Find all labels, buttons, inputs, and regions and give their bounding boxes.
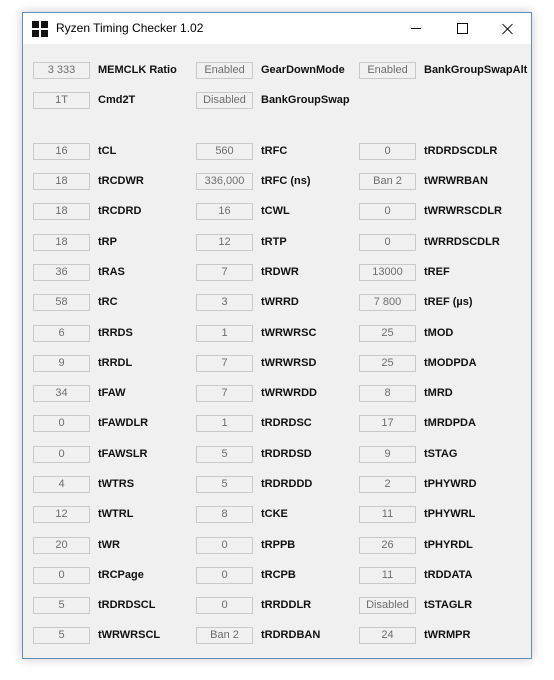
field-label: tRDWR xyxy=(261,266,299,278)
field-label: tSTAGLR xyxy=(424,599,473,611)
field-label: tFAWSLR xyxy=(98,448,148,460)
field-label: tREF (µs) xyxy=(424,296,473,308)
field-label: tRRDS xyxy=(98,327,133,339)
field-label: tFAW xyxy=(98,387,126,399)
field-label: Cmd2T xyxy=(98,94,136,106)
value-box[interactable]: 1 xyxy=(196,325,253,342)
field-label: tRCPB xyxy=(261,569,296,581)
field-label: tWRWRSCL xyxy=(98,629,161,641)
value-box[interactable]: 0 xyxy=(196,537,253,554)
value-box[interactable]: 0 xyxy=(196,597,253,614)
field-label: tCWL xyxy=(261,205,290,217)
value-box[interactable]: 16 xyxy=(33,143,90,160)
field-label: tWTRS xyxy=(98,478,135,490)
value-box[interactable]: 17 xyxy=(359,415,416,432)
value-box[interactable]: 5 xyxy=(33,627,90,644)
field-label: MEMCLK Ratio xyxy=(98,64,177,76)
value-box[interactable]: 20 xyxy=(33,537,90,554)
maximize-icon xyxy=(457,23,468,34)
field-label: tWRWRDD xyxy=(261,387,318,399)
value-box[interactable]: 7 800 xyxy=(359,294,416,311)
field-label: tWRWRBAN xyxy=(424,175,488,187)
field-label: tWRMPR xyxy=(424,629,471,641)
field-label: tWRWRSD xyxy=(261,357,317,369)
field-label: tCKE xyxy=(261,508,288,520)
minimize-button[interactable] xyxy=(393,13,439,44)
app-window xyxy=(22,12,532,659)
value-box[interactable]: 7 xyxy=(196,385,253,402)
value-box[interactable]: 16 xyxy=(196,203,253,220)
value-box[interactable]: 12 xyxy=(33,506,90,523)
value-box[interactable]: Disabled xyxy=(359,597,416,614)
field-label: GearDownMode xyxy=(261,64,345,76)
field-label: tRDRDBAN xyxy=(261,629,321,641)
value-box[interactable]: 8 xyxy=(196,506,253,523)
timings-panel xyxy=(23,44,531,658)
value-box[interactable]: 0 xyxy=(33,446,90,463)
field-label: tCL xyxy=(98,145,117,157)
value-box[interactable]: Enabled xyxy=(359,62,416,79)
value-box[interactable]: 0 xyxy=(359,203,416,220)
value-box[interactable]: Disabled xyxy=(196,92,253,109)
field-label: tRC xyxy=(98,296,118,308)
value-box[interactable]: 6 xyxy=(33,325,90,342)
value-box[interactable]: 24 xyxy=(359,627,416,644)
field-label: tPHYWRD xyxy=(424,478,477,490)
field-label: tRFC (ns) xyxy=(261,175,311,187)
value-box[interactable]: 8 xyxy=(359,385,416,402)
field-label: tMRD xyxy=(424,387,453,399)
value-box[interactable]: 1T xyxy=(33,92,90,109)
close-icon xyxy=(502,23,514,35)
value-box[interactable]: 5 xyxy=(196,476,253,493)
window-title: Ryzen Timing Checker 1.02 xyxy=(56,21,204,35)
maximize-button[interactable] xyxy=(439,13,485,44)
field-label: tRAS xyxy=(98,266,125,278)
value-box[interactable]: 26 xyxy=(359,537,416,554)
field-label: tMODPDA xyxy=(424,357,477,369)
value-box[interactable]: 58 xyxy=(33,294,90,311)
field-label: tWRRDSCDLR xyxy=(424,236,500,248)
value-box[interactable]: 13000 xyxy=(359,264,416,281)
value-box[interactable]: 12 xyxy=(196,234,253,251)
value-box[interactable]: 18 xyxy=(33,173,90,190)
value-box[interactable]: 336,000 xyxy=(196,173,253,190)
field-label: tMOD xyxy=(424,327,454,339)
value-box[interactable]: 7 xyxy=(196,264,253,281)
value-box[interactable]: Ban 2 xyxy=(359,173,416,190)
minimize-icon xyxy=(411,28,421,29)
field-label: tREF xyxy=(424,266,450,278)
value-box[interactable]: 25 xyxy=(359,325,416,342)
value-box[interactable]: Enabled xyxy=(196,62,253,79)
value-box[interactable]: 3 333 xyxy=(33,62,90,79)
value-box[interactable]: 11 xyxy=(359,506,416,523)
field-label: tWTRL xyxy=(98,508,134,520)
value-box[interactable]: 9 xyxy=(359,446,416,463)
value-box[interactable]: 5 xyxy=(196,446,253,463)
value-box[interactable]: 0 xyxy=(359,143,416,160)
field-label: tRCPage xyxy=(98,569,144,581)
field-label: tRDRDSC xyxy=(261,417,312,429)
field-label: tRDRDSD xyxy=(261,448,312,460)
field-label: tFAWDLR xyxy=(98,417,149,429)
value-box[interactable]: 34 xyxy=(33,385,90,402)
field-label: tPHYWRL xyxy=(424,508,476,520)
field-label: tRDDATA xyxy=(424,569,473,581)
field-label: tRDRDSCL xyxy=(98,599,156,611)
value-box[interactable]: 0 xyxy=(33,567,90,584)
value-box[interactable]: 18 xyxy=(33,203,90,220)
value-box[interactable]: 18 xyxy=(33,234,90,251)
value-box[interactable]: 0 xyxy=(359,234,416,251)
value-box[interactable]: 3 xyxy=(196,294,253,311)
field-label: tWRWRSC xyxy=(261,327,317,339)
field-label: tRDRDDD xyxy=(261,478,313,490)
value-box[interactable]: 9 xyxy=(33,355,90,372)
value-box[interactable]: 560 xyxy=(196,143,253,160)
field-label: tRDRDSCDLR xyxy=(424,145,498,157)
field-label: tPHYRDL xyxy=(424,539,473,551)
value-box[interactable]: 1 xyxy=(196,415,253,432)
value-box[interactable]: Ban 2 xyxy=(196,627,253,644)
field-label: tWR xyxy=(98,539,120,551)
value-box[interactable]: 2 xyxy=(359,476,416,493)
field-label: tRRDL xyxy=(98,357,133,369)
field-label: tMRDPDA xyxy=(424,417,476,429)
field-label: tRCDRD xyxy=(98,205,142,217)
field-label: tRP xyxy=(98,236,117,248)
field-label: BankGroupSwap xyxy=(261,94,350,106)
field-label: tRTP xyxy=(261,236,287,248)
field-label: tWRWRSCDLR xyxy=(424,205,503,217)
field-label: tRRDDLR xyxy=(261,599,312,611)
value-box[interactable]: 25 xyxy=(359,355,416,372)
value-box[interactable]: 7 xyxy=(196,355,253,372)
close-button[interactable] xyxy=(485,13,531,44)
field-label: tRFC xyxy=(261,145,288,157)
value-box[interactable]: 5 xyxy=(33,597,90,614)
field-label: tRCDWR xyxy=(98,175,144,187)
value-box[interactable]: 0 xyxy=(33,415,90,432)
value-box[interactable]: 11 xyxy=(359,567,416,584)
title-bar[interactable] xyxy=(23,13,531,44)
value-box[interactable]: 36 xyxy=(33,264,90,281)
app-logo-icon xyxy=(32,21,48,37)
value-box[interactable]: 0 xyxy=(196,567,253,584)
field-label: tSTAG xyxy=(424,448,458,460)
field-label: tWRRD xyxy=(261,296,299,308)
value-box[interactable]: 4 xyxy=(33,476,90,493)
field-label: tRPPB xyxy=(261,539,296,551)
field-label: BankGroupSwapAlt xyxy=(424,64,528,76)
